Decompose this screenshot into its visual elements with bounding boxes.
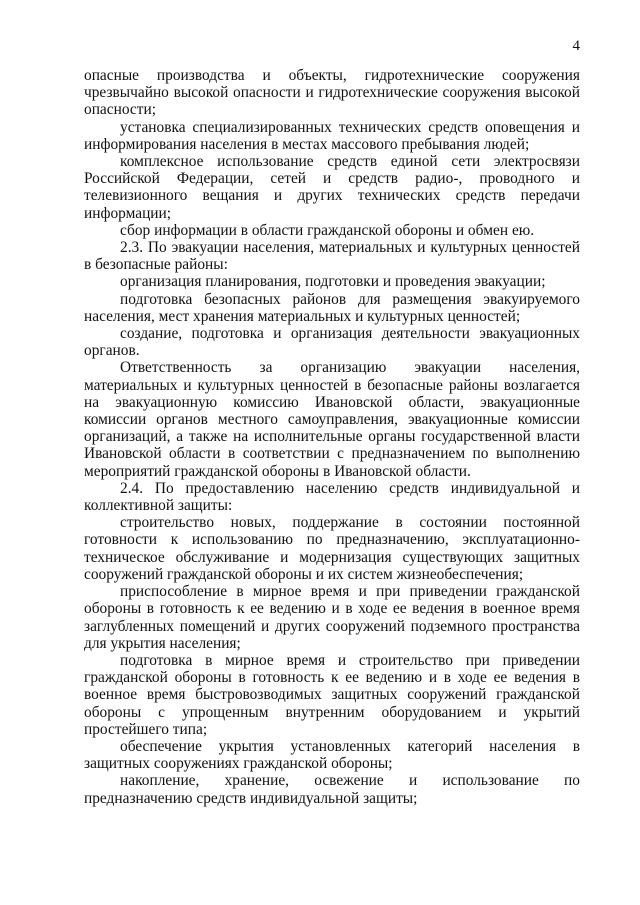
- paragraph: строительство новых, поддержание в состоянии постоянной готовности к использованию по предназначению, эксплуатационно-техническое обслуживание и модернизация существующих защитных сооружений гражданской обороны и их систем жизнеобеспечения;: [84, 514, 580, 583]
- paragraph: обеспечение укрытия установленных категорий населения в защитных сооружениях гражданской обороны;: [84, 737, 580, 773]
- paragraph: организация планирования, подготовки и проведения эвакуации;: [120, 273, 546, 291]
- paragraph: создание, подготовка и организация деятельности эвакуационных органов.: [84, 325, 580, 360]
- paragraph: подготовка в мирное время и строительство при приведении гражданской обороны в готовность к ее ведению и в ходе ее ведения в военное время быстровозводимых защитных сооружений гражданской обороны с упрощенным внутренним оборудованием и укрытий простейшего типа;: [84, 651, 580, 738]
- paragraph: комплексное использование средств единой сети электросвязи Российской Федерации, сетей и средств радио-, проводного и телевизионного вещания и других технических средств передачи информации;: [84, 153, 580, 222]
- paragraph: 2.4. По предоставлению населению средств индивидуальной и коллективной защиты:: [84, 479, 580, 515]
- page-number: 4: [572, 38, 580, 54]
- paragraph: опасные производства и объекты, гидротехнические сооружения чрезвычайно высокой опасности и гидротехнические сооружения высокой опасности;: [84, 67, 580, 119]
- paragraph: подготовка безопасных районов для размещения эвакуируемого населения, мест хранения материальных и культурных ценностей;: [84, 290, 580, 325]
- paragraph: накопление, хранение, освежение и использование по предназначению средств индивидуальной защиты;: [84, 772, 580, 807]
- paragraph: Ответственность за организацию эвакуации населения, материальных и культурных ценностей в безопасные районы возлагается на эвакуационную комиссию Ивановской области, эвакуационные комиссии органов местного самоуправления, эвакуационные комиссии организаций, а также на исполнительные органы государственной власти Ивановской области в соответствии с предназначением по выполнению мероприятий гражданской обороны в Ивановской области.: [84, 359, 580, 480]
- document-body: [84, 67, 580, 807]
- paragraph: приспособление в мирное время и при приведении гражданской обороны в готовность к ее ведению и в ходе ее ведения в военное время заглубленных помещений и других сооружений подземного пространства для укрытия населения;: [84, 583, 580, 652]
- paragraph: 2.3. По эвакуации населения, материальных и культурных ценностей в безопасные районы:: [84, 239, 580, 274]
- paragraph: установка специализированных технических средств оповещения и информирования населения в местах массового пребывания людей;: [84, 118, 580, 153]
- paragraph: сбор информации в области гражданской обороны и обмен ею.: [120, 221, 535, 239]
